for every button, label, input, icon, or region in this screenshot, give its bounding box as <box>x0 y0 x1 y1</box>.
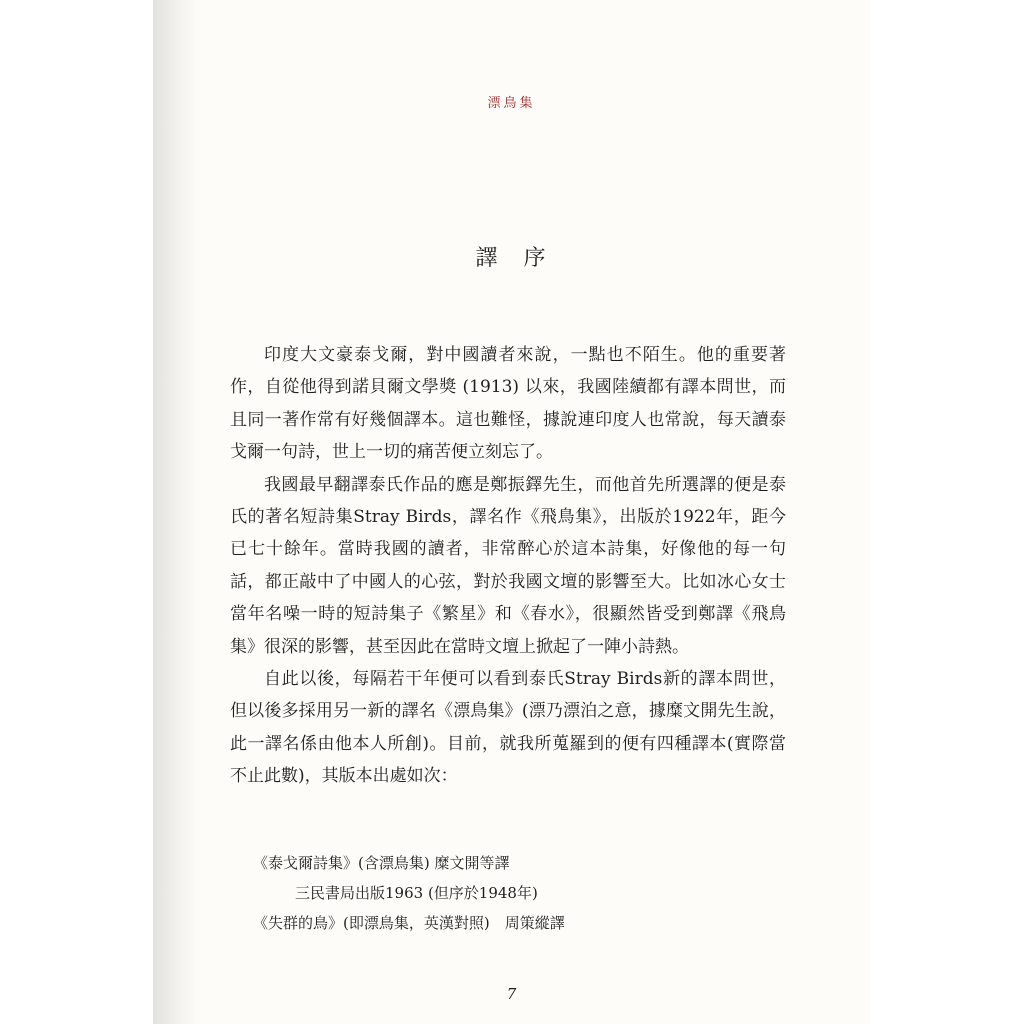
book-page <box>153 0 870 1024</box>
preface-body <box>230 339 786 793</box>
running-head: 漂鳥集 <box>487 96 536 111</box>
edition-entry: 《泰戈爾詩集》(含漂鳥集) 糜文開等譯 <box>253 854 510 872</box>
edition-entry: 《失群的鳥》(即漂鳥集，英漢對照) 周策縱譯 <box>253 914 565 932</box>
page-number: 7 <box>506 985 517 1003</box>
edition-list <box>253 848 813 938</box>
paragraph-1: 印度大文豪泰戈爾，對中國讀者來說，一點也不陌生。他的重要著作，自從他得到諾貝爾文學獎 (1913) 以來，我國陸續都有譯本問世，而且同一著作常有好幾個譯本。這也難怪，據說連印度人也常說，每天讀泰戈爾一句詩，世上一切的痛苦便立刻忘了。 <box>230 345 786 463</box>
edition-publisher: 三民書局出版1963 (但序於1948年) <box>295 884 538 902</box>
paragraph-2: 我國最早翻譯泰氏作品的應是鄭振鐸先生，而他首先所選譯的便是泰氏的著名短詩集Stray Birds，譯名作《飛鳥集》，出版於1922年，距今已七十餘年。當時我國的讀者，非常醉心於這本詩集，好像他的每一句話，都正敲中了中國人的心弦，對於我國文壇的影響至大。比如冰心女士當年名噪一時的短詩集子《繁星》和《春水》，很顯然皆受到鄭譯《飛鳥集》很深的影響，甚至因此在當時文壇上掀起了一陣小詩熱。 <box>230 474 786 657</box>
section-title: 譯序 <box>475 246 572 271</box>
paragraph-3: 自此以後，每隔若干年便可以看到泰氏Stray Birds新的譯本問世，但以後多採用另一新的譯名《漂鳥集》(漂乃漂泊之意，據糜文開先生說，此一譯名係由他本人所創)。目前，就我所蒐羅到的便有四種譯本(實際當不止此數)，其版本出處如次： <box>230 669 786 787</box>
